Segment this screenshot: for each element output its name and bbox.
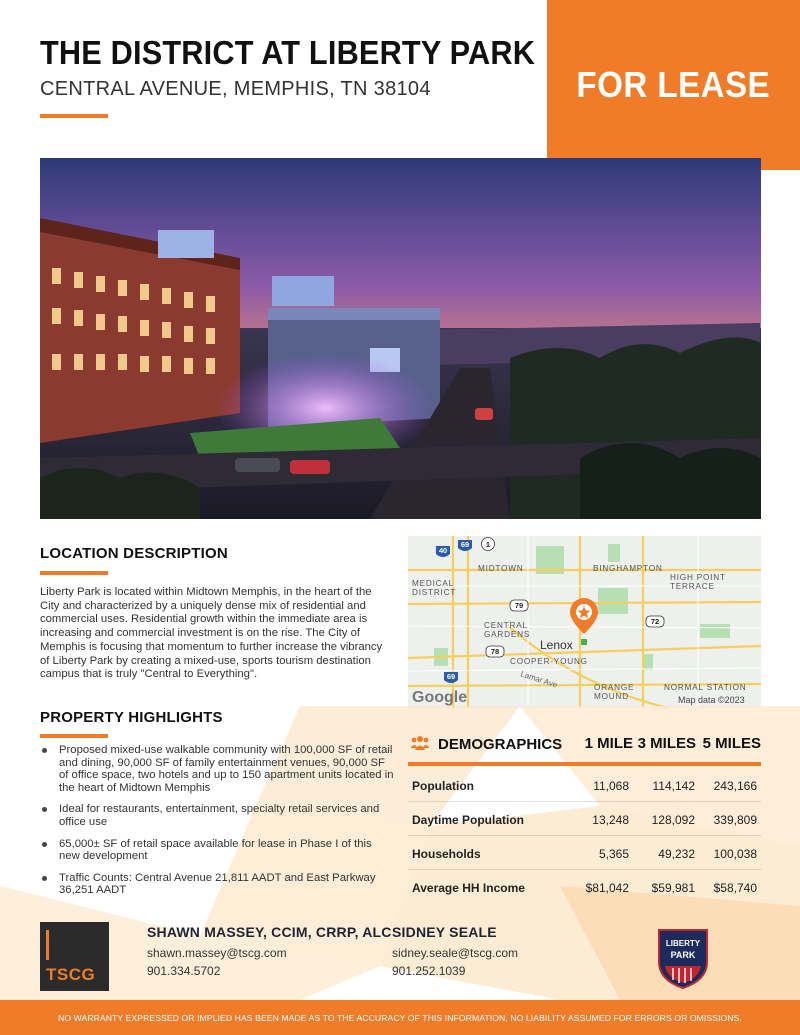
map-label-midtown: MIDTOWN [478,564,524,573]
tscg-logo-bar [46,930,49,960]
map-label-central: CENTRAL [484,621,528,630]
map-label-medical: MEDICAL [412,579,454,588]
location-description-heading: LOCATION DESCRIPTION [40,545,228,562]
map-label-normal-station: NORMAL STATION [664,683,747,692]
value-1-mile: 5,365 [598,847,629,861]
highlight-item: Proposed mixed-use walkable community with 100,000 SF of retail and dining, 90,000 SF of family entertainment venues, 90,000 SF of office space, two hotels and up to 150 apartment units located in the heart of Midtown Memphis [40,744,395,794]
value-5-miles: 100,038 [713,847,757,861]
property-highlights-heading: PROPERTY HIGHLIGHTS [40,709,223,726]
value-1-mile: 13,248 [592,813,629,827]
map-label-high-point: HIGH POINT [670,573,726,582]
liberty-park-logo-line1: LIBERTY [665,939,701,948]
value-3-miles: 49,232 [658,847,695,861]
column-5-miles: 5 MILES [702,735,761,752]
row-label-households: Households [412,847,481,861]
value-3-miles: $59,981 [651,881,695,895]
map-label-district: DISTRICT [412,588,457,597]
map-label-binghampton: BINGHAMPTON [593,564,663,573]
title-accent-rule [40,114,108,118]
map-attribution: Map data ©2023 [678,695,745,705]
google-logo: Google [412,689,468,706]
route-72-shield: 72 [650,617,660,626]
location-description-text: Liberty Park is located within Midtown Memphis, in the heart of the City and characterized by a uniquely dense mix of residential and commercial uses. Residential growth within the immediate area is increasing and commercial investment is on the rise. The City of Memphis is focusing that momentum to further increase the vibrancy of Liberty Park by creating a mixed-use, sports tourism destination campus that is truly "Central to Everything". [40,586,383,681]
interstate-69-south-shield: 69 [446,672,456,681]
table-row [408,870,761,904]
page-title: THE DISTRICT AT LIBERTY PARK [40,34,536,71]
value-3-miles: 114,142 [652,779,695,793]
table-row [408,802,761,836]
interstate-40-shield: 40 [438,546,448,555]
value-5-miles: $58,740 [713,881,757,895]
row-label-average-hh-income: Average HH Income [412,881,525,895]
disclaimer-text: NO WARRANTY EXPRESSED OR IMPLIED HAS BEEN MADE AS TO THE ACCURACY OF THIS INFORMATION, NO LIABILITY ASSUMED FOR ERRORS OR OMISSIONS. [58,1012,742,1023]
map-label-terrace: TERRACE [670,582,715,591]
value-5-miles: 339,809 [713,813,757,827]
column-3-miles: 3 MILES [637,735,696,752]
table-row [408,768,761,802]
row-label-daytime-population: Daytime Population [412,813,525,827]
map-label-mound: MOUND [594,692,629,701]
map-label-gardens: GARDENS [484,630,531,639]
highlight-item: Traffic Counts: Central Avenue 21,811 AADT and East Parkway 36,251 AADT [40,872,395,897]
location-map[interactable] [408,536,761,708]
footer-disclaimer-bar [0,1000,800,1035]
highlight-item: Ideal for restaurants, entertainment, specialty retail services and office use [40,803,395,828]
column-1-mile: 1 MILE [584,735,633,752]
route-78-shield: 78 [490,647,500,656]
agent-name-shawn-massey: SHAWN MASSEY, CCIM, CRRP, ALC [147,924,392,940]
demographics-rule [408,762,761,766]
for-lease-banner [547,0,800,170]
property-address: CENTRAL AVENUE, MEMPHIS, TN 38104 [40,78,431,100]
location-heading-rule [40,571,108,575]
agent-email-sidney-seale[interactable]: sidney.seale@tscg.com [392,946,519,960]
highlights-heading-rule [40,734,108,738]
tscg-logo-text: TSCG [46,965,96,984]
agent-phone-shawn-massey[interactable]: 901.334.5702 [147,964,221,978]
route-1-shield: 1 [485,540,491,549]
demographics-table [408,732,761,895]
map-label-lenox: Lenox [540,638,573,652]
agent-phone-sidney-seale[interactable]: 901.252.1039 [392,964,466,978]
value-5-miles: 243,166 [713,779,757,793]
route-79-shield: 79 [514,601,524,610]
liberty-park-logo [655,926,711,990]
value-1-mile: 11,068 [593,779,629,793]
map-label-orange: ORANGE [594,683,635,692]
liberty-park-logo-line2: PARK [670,950,696,960]
property-highlights-list [40,744,395,899]
tscg-logo [40,922,109,991]
for-lease-label: FOR LEASE [576,64,771,105]
highlight-item: 65,000± SF of retail space available for lease in Phase I of this new development [40,838,395,863]
people-icon [410,736,430,752]
interstate-69-shield: 69 [460,540,470,549]
agent-email-shawn-massey[interactable]: shawn.massey@tscg.com [147,946,287,960]
map-label-lamar-ave: Lamar Ave [519,669,559,690]
agent-name-sidney-seale: SIDNEY SEALE [392,924,497,940]
table-row [408,836,761,870]
demographics-header-row [408,732,761,760]
value-3-miles: 128,092 [651,813,695,827]
value-1-mile: $81,042 [585,881,629,895]
map-label-cooper-young: COOPER-YOUNG [510,657,588,666]
row-label-population: Population [412,779,474,793]
hero-rendering-image [40,158,761,519]
demographics-heading: DEMOGRAPHICS [438,736,563,753]
